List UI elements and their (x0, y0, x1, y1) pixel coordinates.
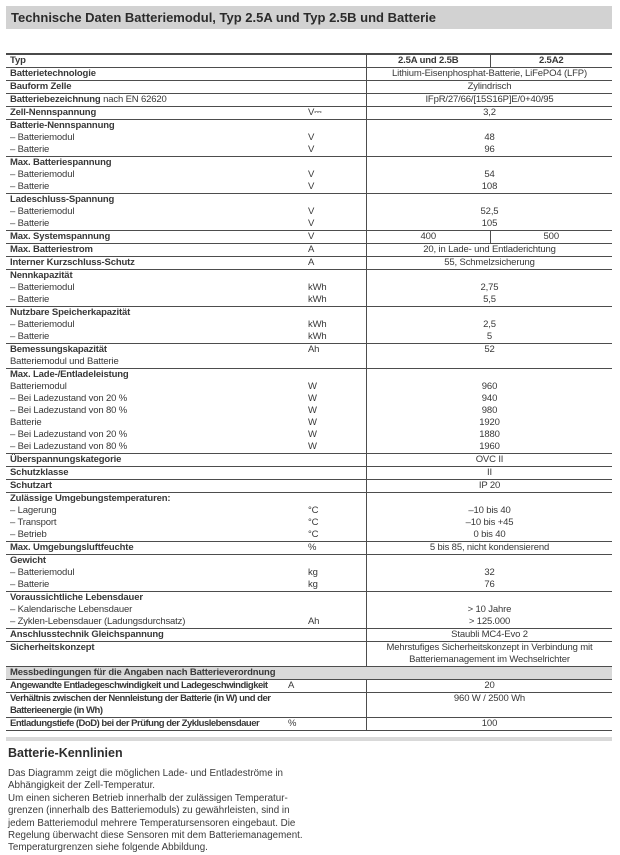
row-unit: W (308, 381, 317, 392)
row-label: – Bei Ladezustand von 20 % (10, 393, 128, 404)
table-row (6, 80, 612, 93)
row-value: 20 (366, 680, 612, 692)
row-value: 940 (366, 393, 612, 405)
kennlinien-heading: Batterie-Kennlinien (8, 746, 123, 760)
paragraph-line: Temperaturgrenzen siehe folgende Abbildung. (8, 842, 208, 854)
row-label: Angewandte Entladegeschwindigkeit und Ladegeschwindigkeit (10, 680, 268, 691)
paragraph-line: grenzen (innerhalb des Batteriemoduls) zu gewährleisten, sind in (8, 805, 290, 817)
row-value: 3,2 (366, 107, 612, 119)
row-value: 1920 (366, 417, 612, 429)
row-value: 980 (366, 405, 612, 417)
row-value: 52 (366, 344, 612, 368)
row-value: II (366, 467, 612, 479)
row-unit: A (288, 680, 295, 691)
row-value: IFpR/27/66/[15S16P]E/0+40/95 (366, 94, 612, 106)
row-value: Zylindrisch (366, 81, 612, 93)
table-row (6, 717, 612, 730)
row-label: – Batteriemodul (10, 206, 75, 217)
row-unit: % (308, 542, 317, 553)
row-label: Bemessungskapazität Batteriemodul und Batterie (10, 344, 119, 367)
table-row (6, 368, 612, 381)
table-row (6, 331, 612, 343)
row-value (366, 493, 612, 505)
row-label: – Zyklen-Lebensdauer (Ladungsdurchsatz) (10, 616, 186, 627)
row-label: – Batterie (10, 294, 50, 305)
table-row (6, 169, 612, 181)
row-unit: kWh (308, 294, 327, 305)
paragraph-line: Regelung überwacht diese Sensoren mit dem Batteriemanagement. (8, 830, 303, 842)
row-unit: kWh (308, 331, 327, 342)
row-unit: W (308, 429, 317, 440)
table-row (6, 479, 612, 492)
row-unit: V (308, 132, 315, 143)
row-label: Max. Lade-/Entladeleistung (10, 369, 129, 380)
row-value (366, 270, 612, 282)
row-value (366, 194, 612, 206)
row-unit (306, 629, 366, 641)
table-row (6, 67, 612, 80)
row-label: Sicherheitskonzept (10, 642, 95, 653)
row-unit (286, 693, 366, 717)
table-row (6, 492, 612, 505)
row-value-col2: 2.5A2 (490, 55, 613, 67)
table-row (6, 429, 612, 441)
paragraph-line: Abhängigkeit der Zell-Temperatur. (8, 780, 156, 792)
table-row (6, 218, 612, 230)
row-unit: kg (308, 567, 318, 578)
row-unit: Ah (308, 344, 320, 355)
table-row (6, 282, 612, 294)
row-label: – Batteriemodul (10, 567, 75, 578)
row-label: Schutzart (10, 480, 52, 491)
table-row (6, 319, 612, 331)
row-label: Max. Batteriestrom (10, 244, 93, 255)
row-value: > 10 Jahre (366, 604, 612, 616)
row-unit: W (308, 393, 317, 404)
row-label: Gewicht (10, 555, 46, 566)
table-row (6, 193, 612, 206)
row-unit (306, 369, 366, 381)
table-row (6, 306, 612, 319)
row-label: Schutzklasse (10, 467, 69, 478)
table-row (6, 132, 612, 144)
row-unit (306, 467, 366, 479)
row-label: Batteriemodul (10, 381, 67, 392)
row-label: – Transport (10, 517, 57, 528)
row-label: – Bei Ladezustand von 20 % (10, 429, 128, 440)
row-label: – Lagerung (10, 505, 57, 516)
table-row (6, 243, 612, 256)
row-label: – Batterie (10, 579, 50, 590)
table-row (6, 393, 612, 405)
row-unit (306, 642, 366, 666)
row-unit (306, 270, 366, 282)
table-row (6, 453, 612, 466)
row-unit: Ah (308, 616, 320, 627)
table-row (6, 641, 612, 666)
row-value: 960 (366, 381, 612, 393)
row-value: Lithium-Eisenphosphat-Batterie, LiFePO4 (LFP) (366, 68, 612, 80)
row-value: 5,5 (366, 294, 612, 306)
row-value: 105 (366, 218, 612, 230)
row-unit: A (308, 244, 315, 255)
row-value: 1880 (366, 429, 612, 441)
kennlinien-paragraph (8, 768, 428, 855)
table-row (6, 529, 612, 541)
row-value: 960 W / 2500 Wh (366, 693, 612, 717)
paragraph-line: jedem Batteriemodul mehrere Temperatursensoren eingebaut. Die (8, 817, 296, 829)
row-unit (306, 194, 366, 206)
row-unit: W (308, 441, 317, 452)
row-value: 20, in Lade- und Entladerichtung (366, 244, 612, 256)
row-unit (306, 120, 366, 132)
row-label: – Bei Ladezustand von 80 % (10, 405, 128, 416)
table-row (6, 144, 612, 156)
row-value: IP 20 (366, 480, 612, 492)
table-row (6, 230, 612, 243)
row-label: Batterie (10, 417, 42, 428)
table-row (6, 567, 612, 579)
row-unit: °C (308, 517, 319, 528)
row-label: – Bei Ladezustand von 80 % (10, 441, 128, 452)
row-unit: W (308, 405, 317, 416)
spec-table (6, 53, 612, 731)
row-value-col1: 400 (420, 231, 436, 242)
row-label: Ladeschluss-Spannung (10, 194, 115, 205)
row-unit: °C (308, 505, 319, 516)
row-unit (306, 68, 366, 80)
row-value (366, 55, 612, 67)
row-label: Anschlusstechnik Gleichspannung (10, 629, 164, 640)
row-label: Entladungstiefe (DoD) bei der Prüfung der Zykluslebensdauer (10, 718, 260, 729)
row-unit: kg (308, 579, 318, 590)
row-value: 32 (366, 567, 612, 579)
table-row (6, 269, 612, 282)
row-value: –10 bis 40 (366, 505, 612, 517)
row-label: Nennkapazität (10, 270, 73, 281)
table-row (6, 604, 612, 616)
row-label: – Batteriemodul (10, 282, 75, 293)
row-label: Zell-Nennspannung (10, 107, 97, 118)
row-label: – Batterie (10, 331, 50, 342)
row-label: Zulässige Umgebungstemperaturen: (10, 493, 171, 504)
table-row (6, 93, 612, 106)
section-divider (6, 737, 612, 741)
row-label: Interner Kurzschluss-Schutz (10, 257, 135, 268)
table-row (6, 441, 612, 453)
row-unit: V (308, 231, 315, 242)
table-row (6, 679, 612, 692)
row-unit: A (308, 257, 315, 268)
row-unit (306, 592, 366, 604)
row-unit (306, 307, 366, 319)
table-row (6, 256, 612, 269)
row-unit (306, 555, 366, 567)
row-label: Max. Batteriespannung (10, 157, 112, 168)
row-unit: V⎓ (308, 107, 322, 118)
paragraph-line: Um einen sicheren Betrieb innerhalb der zulässigen Temperatur- (8, 792, 288, 804)
row-label: – Batteriemodul (10, 319, 75, 330)
row-value (366, 555, 612, 567)
row-value: 96 (366, 144, 612, 156)
row-value (366, 231, 612, 243)
row-unit: V (308, 169, 315, 180)
row-value: 2,5 (366, 319, 612, 331)
row-value-col2: 500 (490, 231, 613, 243)
row-value: OVC II (366, 454, 612, 466)
row-label: – Batterie (10, 144, 50, 155)
section-label: Messbedingungen für die Angaben nach Batterieverordnung (10, 667, 276, 678)
row-value (366, 307, 612, 319)
table-row (6, 106, 612, 119)
row-value: 5 (366, 331, 612, 343)
row-value (366, 369, 612, 381)
row-value: 48 (366, 132, 612, 144)
table-row (6, 156, 612, 169)
row-label: Voraussichtliche Lebensdauer (10, 592, 143, 603)
page-title-bar (6, 6, 612, 29)
table-row (6, 466, 612, 479)
table-row (6, 405, 612, 417)
table-row (6, 517, 612, 529)
table-row (6, 616, 612, 628)
row-label: Max. Umgebungsluftfeuchte (10, 542, 134, 553)
row-label: Verhältnis zwischen der Nennleistung der Batterie (in W) und der Batterieenergie (in Wh) (10, 693, 271, 716)
row-label: Batterietechnologie (10, 68, 96, 79)
row-value: 100 (366, 718, 612, 730)
row-label: – Batteriemodul (10, 169, 75, 180)
row-unit: kWh (308, 282, 327, 293)
row-label: – Betrieb (10, 529, 47, 540)
row-label: Nutzbare Speicherkapazität (10, 307, 131, 318)
table-row (6, 505, 612, 517)
table-row (6, 541, 612, 554)
row-unit (306, 81, 366, 93)
row-unit (306, 55, 366, 67)
row-unit: kWh (308, 319, 327, 330)
row-label: Überspannungskategorie (10, 454, 122, 465)
row-value: 76 (366, 579, 612, 591)
row-value (366, 120, 612, 132)
table-row (6, 692, 612, 717)
row-label: Bauform Zelle (10, 81, 72, 92)
row-value-col1: 2.5A und 2.5B (397, 55, 459, 66)
row-value (366, 157, 612, 169)
row-label: Batteriebezeichnung nach EN 62620 (10, 94, 167, 105)
row-unit (306, 454, 366, 466)
row-unit (306, 480, 366, 492)
table-row (6, 294, 612, 306)
row-unit: V (308, 181, 315, 192)
row-value: 0 bis 40 (366, 529, 612, 541)
row-value: 55, Schmelzsicherung (366, 257, 612, 269)
row-value: 108 (366, 181, 612, 193)
row-unit: V (308, 218, 315, 229)
table-row (6, 181, 612, 193)
row-unit (306, 493, 366, 505)
row-unit (306, 157, 366, 169)
row-value: > 125.000 (366, 616, 612, 628)
table-row (6, 591, 612, 604)
row-label: Typ (10, 55, 26, 66)
row-label: – Batterie (10, 218, 50, 229)
table-row (6, 206, 612, 218)
row-label: – Kalendarische Lebensdauer (10, 604, 133, 615)
table-row (6, 381, 612, 393)
row-value (366, 592, 612, 604)
row-value: 54 (366, 169, 612, 181)
row-label: – Batteriemodul (10, 132, 75, 143)
table-row (6, 628, 612, 641)
table-row (6, 119, 612, 132)
row-value: 5 bis 85, nicht kondensierend (366, 542, 612, 554)
table-row (6, 554, 612, 567)
table-row (6, 579, 612, 591)
row-unit: W (308, 417, 317, 428)
table-row (6, 55, 612, 67)
row-unit: °C (308, 529, 319, 540)
row-unit: V (308, 206, 315, 217)
row-value: 2,75 (366, 282, 612, 294)
paragraph-line: Das Diagramm zeigt die möglichen Lade- und Entladeströme in (8, 768, 283, 779)
row-value: 1960 (366, 441, 612, 453)
table-row (6, 343, 612, 368)
row-label: – Batterie (10, 181, 50, 192)
table-row (6, 417, 612, 429)
page-title: Technische Daten Batteriemodul, Typ 2.5A und Typ 2.5B und Batterie (11, 10, 436, 25)
row-label: Max. Systemspannung (10, 231, 111, 242)
row-unit (306, 604, 366, 616)
row-value: Mehrstufiges Sicherheitskonzept in Verbindung mit Batteriemanagement im Wechselrichter (366, 642, 612, 666)
row-unit (306, 94, 366, 106)
row-unit: % (288, 718, 297, 729)
row-value: Staubli MC4-Evo 2 (366, 629, 612, 641)
row-unit: V (308, 144, 315, 155)
row-label: Batterie-Nennspannung (10, 120, 115, 131)
row-value: 52,5 (366, 206, 612, 218)
row-value: –10 bis +45 (366, 517, 612, 529)
table-section-row (6, 666, 612, 679)
